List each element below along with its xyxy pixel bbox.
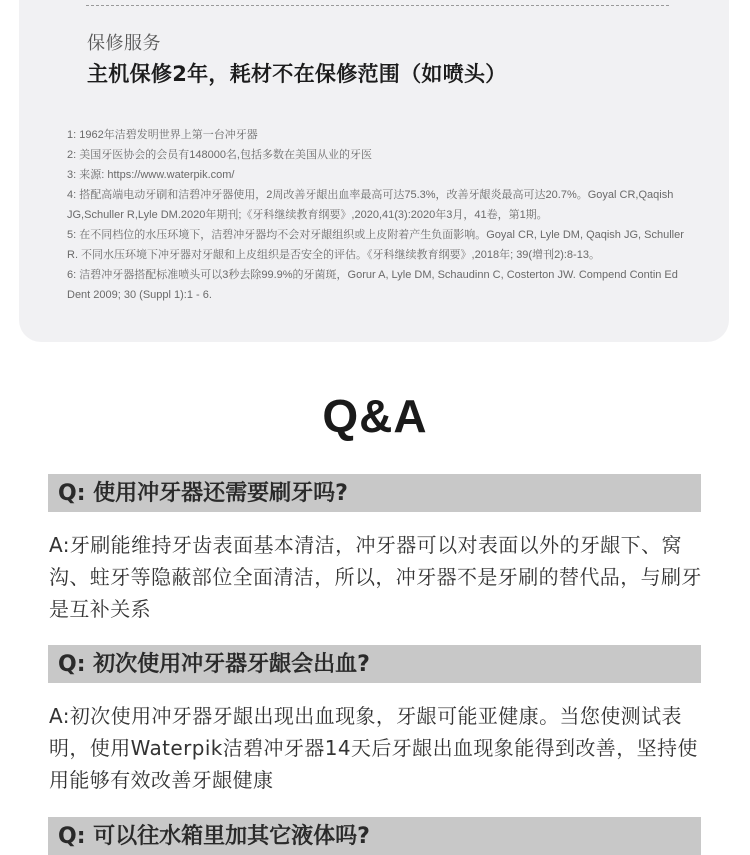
warranty-label: 保修服务 xyxy=(87,33,161,54)
answer-1: A:牙刷能维持牙齿表面基本清洁，冲牙器可以对表面以外的牙龈下、窝沟、蛀牙等隐蔽部位全面清洁，所以，冲牙器不是牙刷的替代品，与刷牙是互补关系 xyxy=(49,533,702,621)
footnote-5: 5: 在不同档位的水压环境下，洁碧冲牙器均不会对牙龈组织或上皮附着产生负面影响。Goyal CR, Lyle DM, Qaqish JG, Schuller R. 不同水压环境下冲牙器对牙龈和上皮组织是否安全的评估。《牙科继续教育纲要》,2018年; 39(增刊2):8-13。 xyxy=(67,229,684,261)
qa-section-title: Q&A xyxy=(322,390,428,442)
footnote-3: 3: 来源: https://www.waterpik.com/ xyxy=(67,169,235,181)
question-2: Q: 初次使用冲牙器牙龈会出血? xyxy=(48,645,701,683)
footnote-4: 4: 搭配高端电动牙刷和洁碧冲牙器使用，2周改善牙龈出血率最高可达75.3%，改善牙龈炎最高可达20.7%。Goyal CR,Qaqish JG,Schuller R,Lyle DM.2020年期刊;《牙科继续教育纲要》,2020,41(3):2020年3月，41卷，第1期。 xyxy=(67,189,674,221)
warranty-value: 主机保修2年，耗材不在保修范围（如喷头） xyxy=(87,62,507,86)
dashed-divider xyxy=(86,5,669,6)
answer-2: A:初次使用冲牙器牙龈出现出血现象，牙龈可能亚健康。当您使测试表明，使用Waterpik洁碧冲牙器14天后牙龈出血现象能得到改善，坚持使用能够有效改善牙龈健康 xyxy=(49,704,698,792)
question-3: Q: 可以往水箱里加其它液体吗? xyxy=(48,817,701,855)
footnotes xyxy=(67,125,687,305)
question-1: Q: 使用冲牙器还需要刷牙吗? xyxy=(48,474,701,512)
footnote-1: 1: 1962年洁碧发明世界上第一台冲牙器 xyxy=(67,129,258,141)
footnote-2: 2: 美国牙医协会的会员有148000名,包括多数在美国从业的牙医 xyxy=(67,149,372,161)
footnote-6: 6: 洁碧冲牙器搭配标准喷头可以3秒去除99.9%的牙菌斑，Gorur A, Lyle DM, Schaudinn C, Costerton JW. Compend Contin Ed Dent 2009; 30 (Suppl 1):1 - 6. xyxy=(67,269,678,301)
